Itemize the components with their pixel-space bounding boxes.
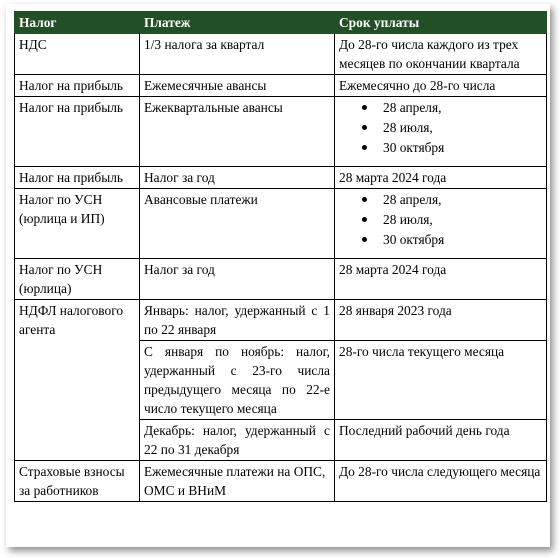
deadline-list-item: 28 июля, [383,210,542,230]
deadline-cell [335,189,547,259]
payment-cell: Авансовые платежи [140,189,335,259]
payment-cell: Ежеквартальные авансы [140,97,335,167]
deadline-cell: До 28-го числа следующего месяца [335,461,547,502]
deadline-cell [335,97,547,167]
table-row [15,189,547,259]
tax-cell: Налог на прибыль [15,75,140,97]
deadline-cell: 28 марта 2024 года [335,167,547,189]
payment-cell: Январь: налог, удержанный с 1 по 22 января [140,300,335,341]
deadline-list-item: 30 октября [383,230,542,250]
tax-deadlines-table [14,11,547,502]
tax-cell: Налог по УСН (юрлица) [15,259,140,300]
deadline-list-item: 28 апреля, [383,98,542,118]
deadline-list-item: 28 июля, [383,118,542,138]
table-row [15,259,547,300]
deadline-cell: 28-го числа текущего месяца [335,341,547,420]
table-row [15,300,547,341]
tax-cell: Налог на прибыль [15,97,140,167]
payment-cell: Декабрь: налог, удержанный с 22 по 31 декабря [140,420,335,461]
table-header-row [15,12,547,34]
deadline-list-item: 28 апреля, [383,190,542,210]
deadline-list [339,190,542,250]
payment-cell: 1/3 налога за квартал [140,34,335,75]
deadline-cell: 28 марта 2024 года [335,259,547,300]
header-deadline: Срок уплаты [335,12,547,34]
payment-cell: Налог за год [140,167,335,189]
payment-cell: Налог за год [140,259,335,300]
table-row [15,461,547,502]
deadline-cell: Последний рабочий день года [335,420,547,461]
deadline-list [339,98,542,158]
tax-cell: Страховые взносы за работников [15,461,140,502]
payment-cell: Ежемесячные платежи на ОПС, ОМС и ВНиМ [140,461,335,502]
payment-cell: Ежемесячные авансы [140,75,335,97]
tax-cell: Налог по УСН (юрлица и ИП) [15,189,140,259]
table-row [15,167,547,189]
deadline-cell: До 28-го числа каждого из трех месяцев по окончании квартала [335,34,547,75]
tax-cell: НДФЛ налогового агента [15,300,140,461]
header-tax: Налог [15,12,140,34]
header-payment: Платеж [140,12,335,34]
tax-cell: Налог на прибыль [15,167,140,189]
payment-cell: С января по ноябрь: налог, удержанный с 23-го числа предыдущего месяца по 22-е число текущего месяца [140,341,335,420]
deadline-list-item: 30 октября [383,138,542,158]
tax-cell: НДС [15,34,140,75]
table-row [15,97,547,167]
deadline-cell: 28 января 2023 года [335,300,547,341]
table-row [15,75,547,97]
table-row [15,34,547,75]
deadline-cell: Ежемесячно до 28-го числа [335,75,547,97]
